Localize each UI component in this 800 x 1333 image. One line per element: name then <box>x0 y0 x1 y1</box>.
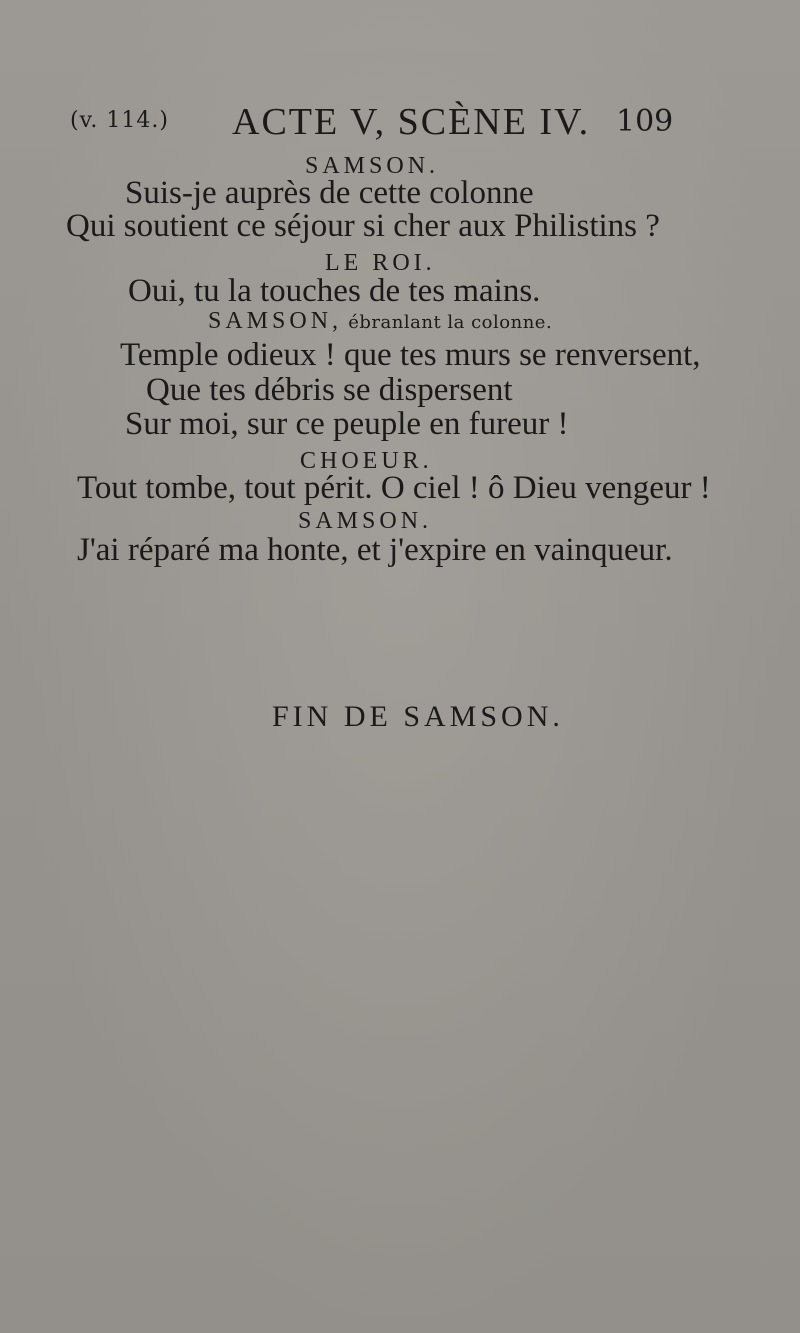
verse-line-5: Que tes débris se dispersent <box>146 372 513 408</box>
verse-line-8: J'ai réparé ma honte, et j'expire en vainqueur. <box>77 532 673 568</box>
speaker-le-roi: LE ROI. <box>325 250 436 276</box>
stage-direction: ébranlant la colonne. <box>342 312 553 333</box>
verse-line-7: Tout tombe, tout périt. O ciel ! ô Dieu vengeur ! <box>77 470 711 506</box>
speaker-choeur: CHOEUR. <box>300 448 433 474</box>
page-number: 109 <box>616 104 674 139</box>
speaker-name: SAMSON, <box>208 308 343 334</box>
speaker-samson-3: SAMSON. <box>298 508 433 534</box>
speaker-samson-1: SAMSON. <box>305 153 440 179</box>
verse-line-4: Temple odieux ! que tes murs se renversent, <box>120 337 701 373</box>
verse-reference: (v. 114.) <box>70 108 169 133</box>
verse-line-2: Qui soutient ce séjour si cher aux Philistins ? <box>66 208 660 244</box>
verse-line-6: Sur moi, sur ce peuple en fureur ! <box>125 406 569 442</box>
end-title: FIN DE SAMSON. <box>272 700 564 733</box>
verse-line-1: Suis-je auprès de cette colonne <box>125 175 534 211</box>
verse-line-3: Oui, tu la touches de tes mains. <box>128 273 541 309</box>
running-title: ACTE V, SCÈNE IV. <box>232 101 591 143</box>
speaker-samson-2 <box>208 308 552 335</box>
